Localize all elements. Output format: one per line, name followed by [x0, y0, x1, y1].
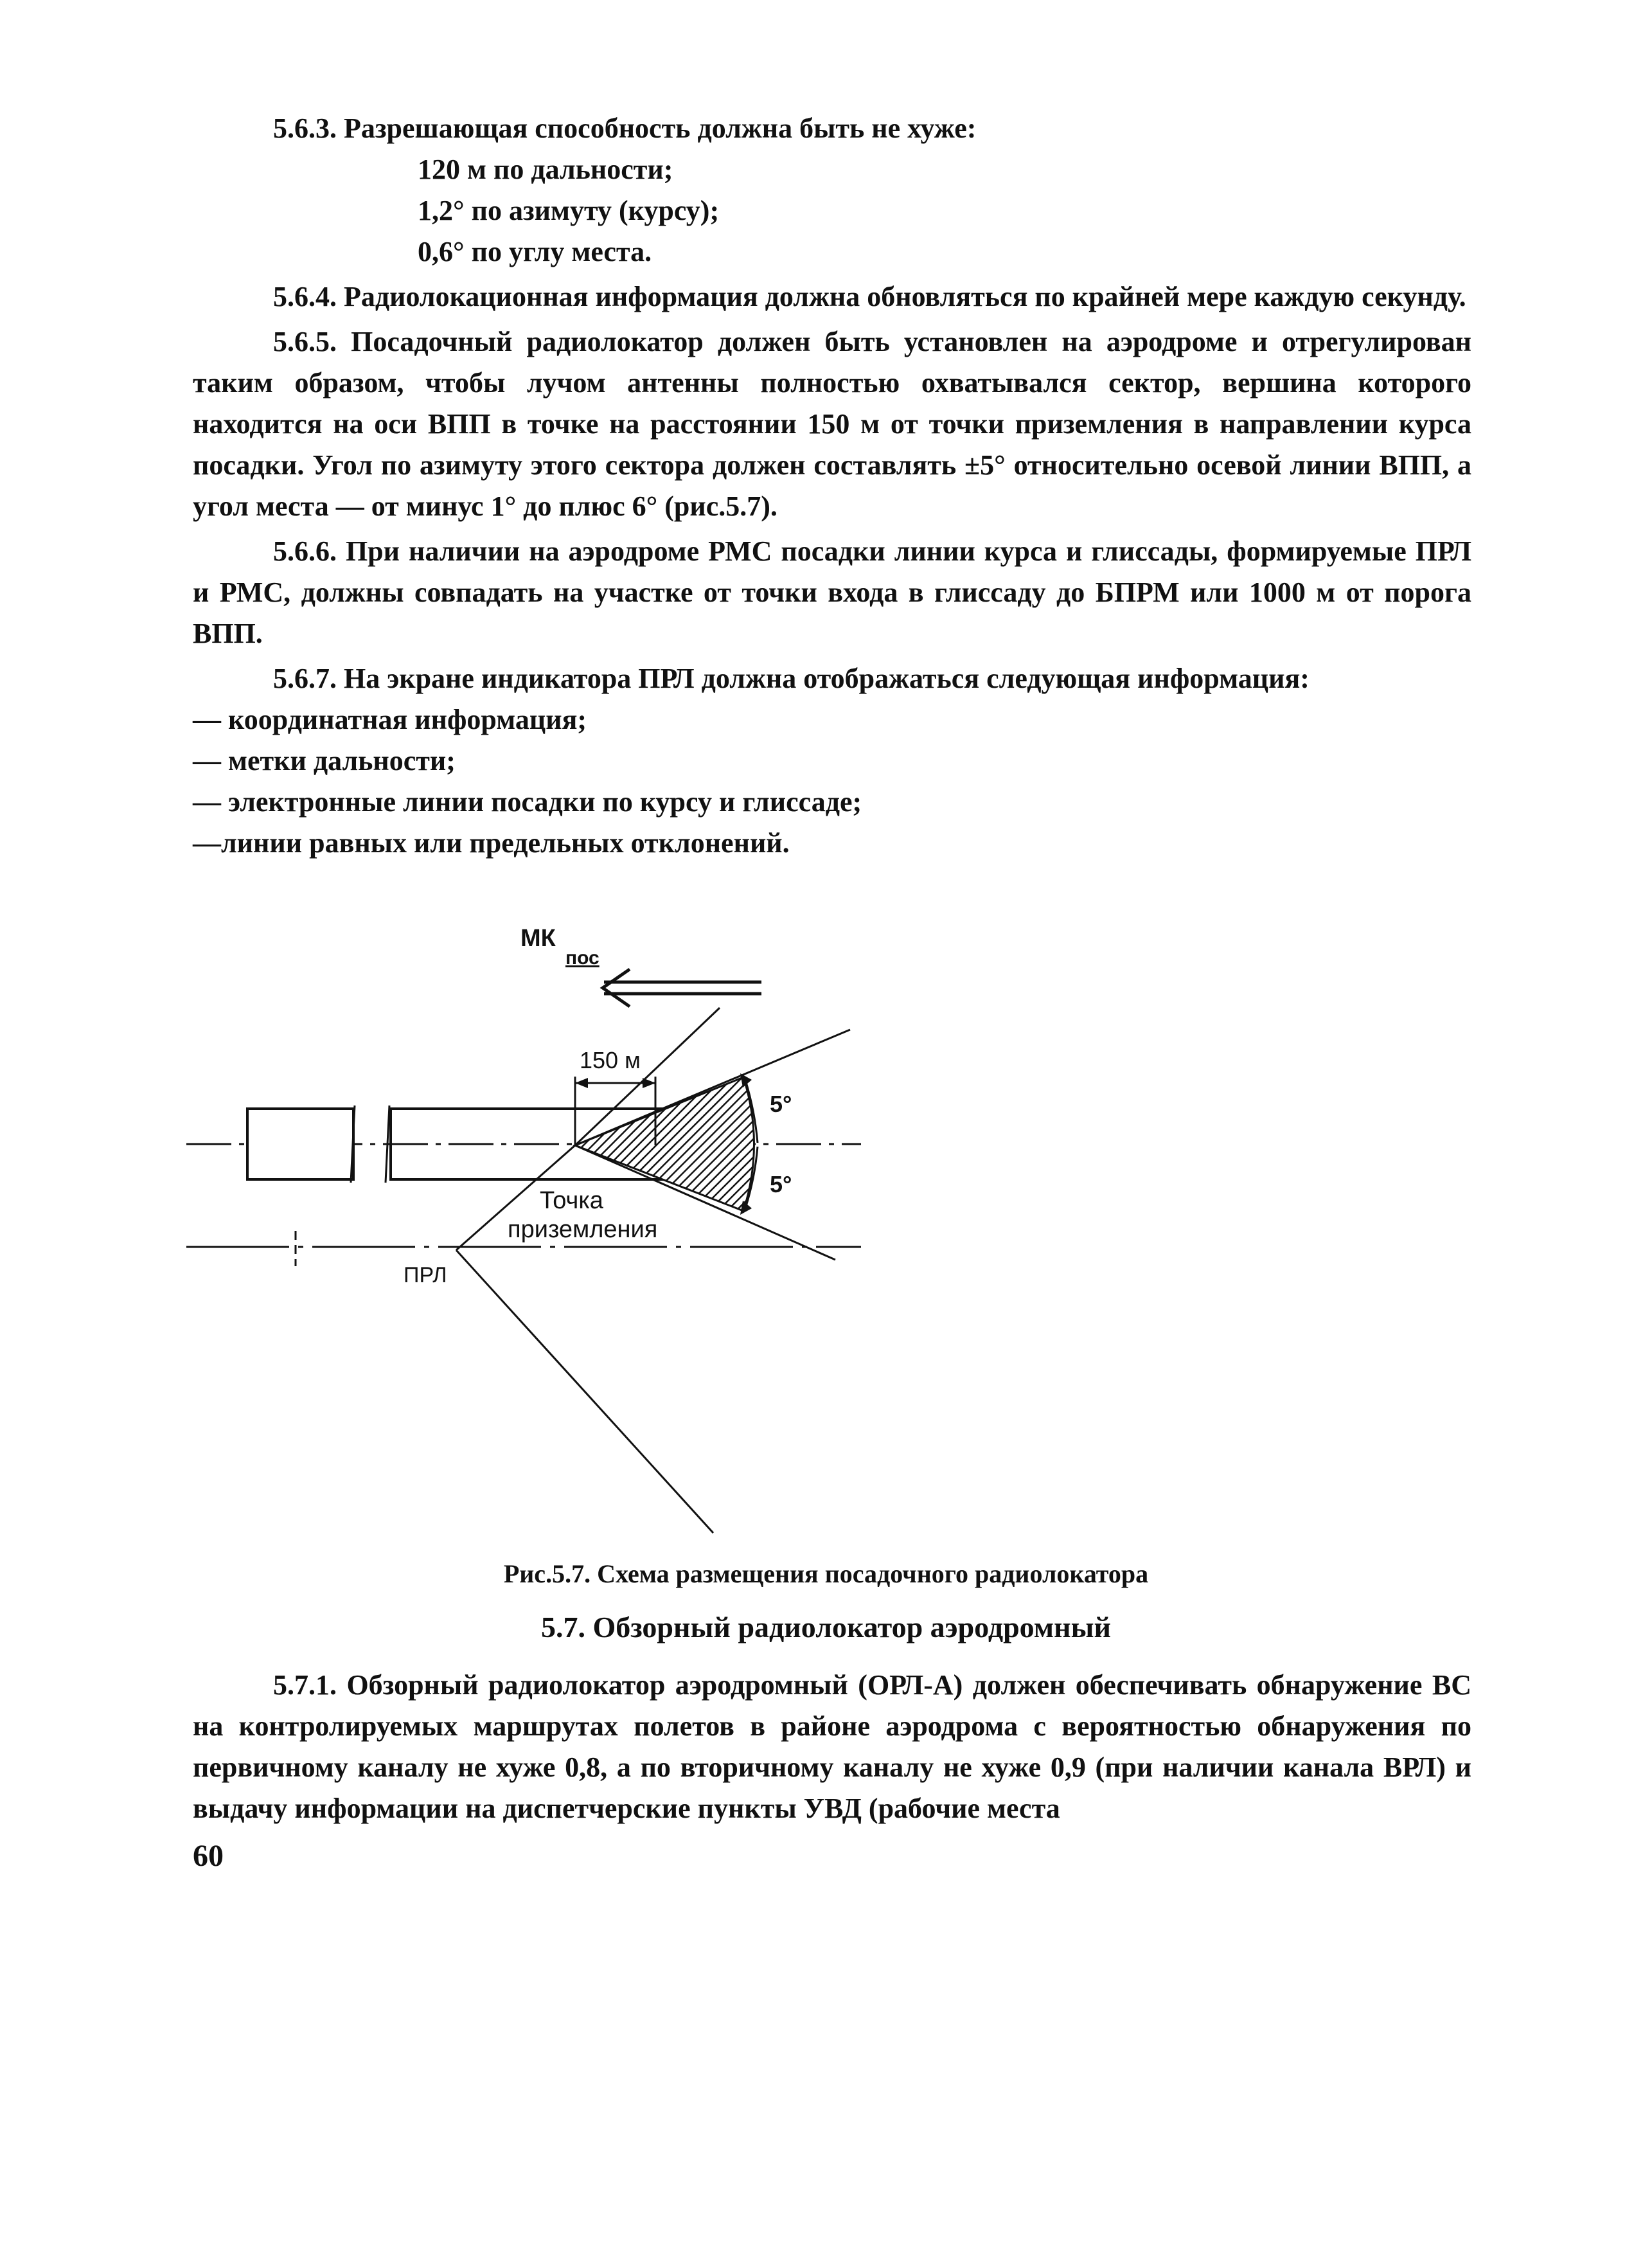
list-item: 1,2° по азимуту (курсу);: [418, 195, 720, 226]
list-item: — электронные линии посадки по курсу и глиссаде;: [193, 786, 862, 818]
label-5-upper: 5°: [770, 1091, 792, 1117]
text-block-bottom: [193, 1665, 1471, 1829]
label-touchdown-2: приземления: [508, 1216, 658, 1243]
label-150m: 150 м: [580, 1047, 641, 1073]
paragraph-5-6-4: 5.6.4. Радиолокационная информация должна обновляться по крайней мере каждую секунду.: [273, 281, 1466, 312]
paragraph-5-6-5: 5.6.5. Посадочный радиолокатор должен быть установлен на аэродроме и отрегулирован таким образом, чтобы лучом антенны полностью охватывался сектор, вершина которого находится на оси ВПП в точке на расстоянии 150 м от точки приземления в направлении курса посадки. Угол по азимуту этого сектора должен составлять ±5° относительно осевой линии ВПП, а угол места — от минус 1° до плюс 6° (рис.5.7).: [193, 326, 1471, 522]
arrow-head: [643, 1078, 655, 1088]
runway-segment-left: [247, 1109, 353, 1179]
section-heading: 5.7. Обзорный радиолокатор аэродромный: [540, 1611, 1112, 1643]
paragraph-5-6-6: 5.6.6. При наличии на аэродроме РМС посадки линии курса и глиссады, формируемые ПРЛ и РМС, должны совпадать на участке от точки входа в глиссаду до БПРМ или 1000 м от порога ВПП.: [193, 535, 1471, 649]
arrow-head: [575, 1078, 588, 1088]
paragraph-5-7-1: 5.7.1. Обзорный радиолокатор аэродромный (ОРЛ-А) должен обеспечивать обнаружение ВС на контролируемых маршрутах полетов в районе аэродрома с вероятностью обнаружения по первичному каналу не хуже 0,8, а по вторичному каналу не хуже 0,9 (при наличии канала ВРЛ) и выдачу информации на диспетчерские пункты УВД (рабочие места: [193, 1669, 1471, 1824]
label-touchdown-1: Точка: [540, 1187, 603, 1214]
label-mk: МК: [520, 925, 556, 952]
figure-caption: Рис.5.7. Схема размещения посадочного радиолокатора: [503, 1559, 1149, 1588]
text-block-top: [193, 108, 1471, 864]
label-5-lower: 5°: [770, 1171, 792, 1197]
radar-beam-lower-line: [456, 1250, 713, 1533]
list-item: —линии равных или предельных отклонений.: [193, 827, 790, 859]
page-number: 60: [193, 1839, 224, 1873]
list-item: — метки дальности;: [193, 745, 456, 776]
landing-radar-diagram: [186, 887, 906, 1536]
landing-direction-arrowhead: [603, 969, 630, 1007]
list-item: 120 м по дальности;: [418, 154, 673, 185]
list-item: 0,6° по углу места.: [418, 236, 652, 267]
list-item: — координатная информация;: [193, 704, 587, 735]
paragraph-5-6-7: 5.6.7. На экране индикатора ПРЛ должна отображаться следующая информация:: [273, 663, 1310, 694]
paragraph-5-6-3: 5.6.3. Разрешающая способность должна быть не хуже:: [273, 112, 977, 144]
label-mk-sub: пос: [565, 947, 600, 969]
label-prl: ПРЛ: [404, 1263, 447, 1287]
